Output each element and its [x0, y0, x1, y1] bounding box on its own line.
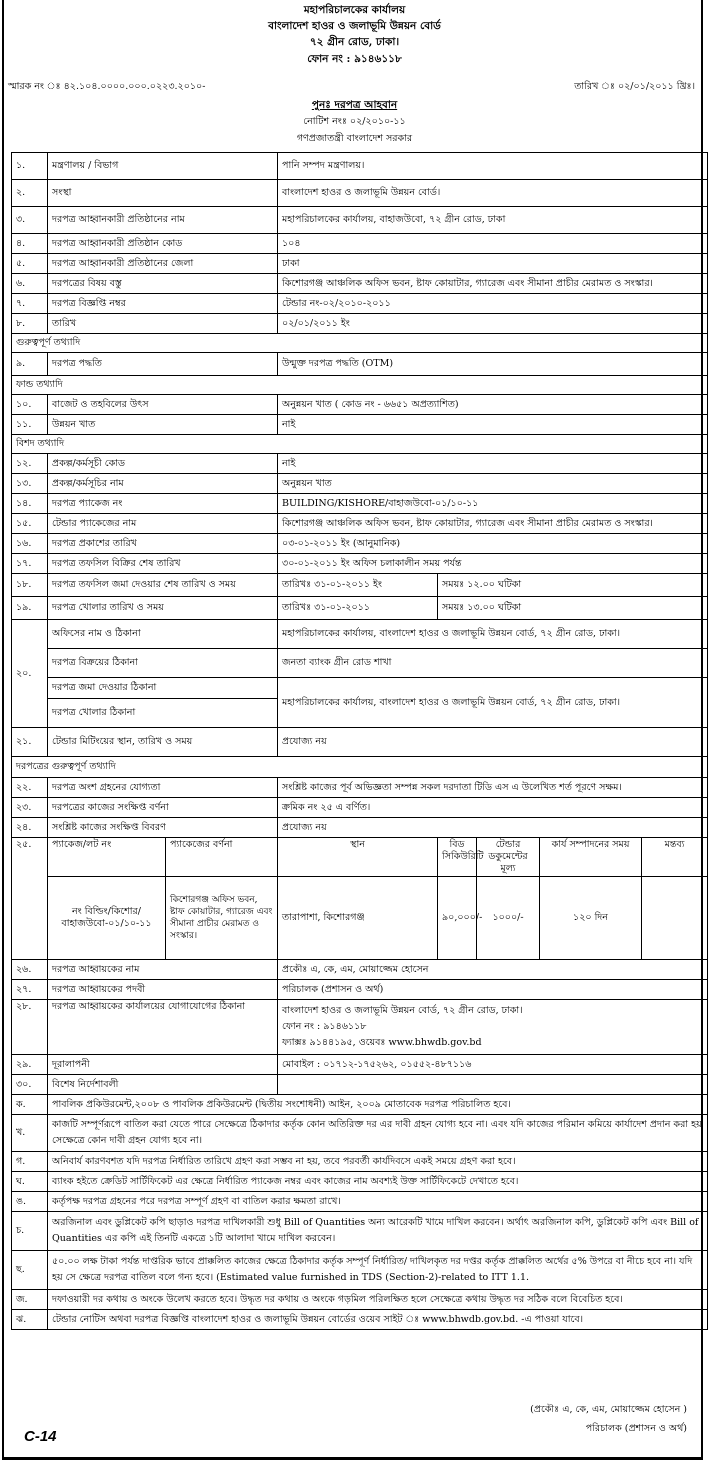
- row-value: প্রযোজ্য নয়: [278, 818, 708, 838]
- row-label: দরপত্র আহ্বানকারী প্রতিষ্ঠানের নাম: [48, 207, 278, 234]
- row-label: দরপত্র আহ্বানকারী প্রতিষ্ঠান কোড: [48, 234, 278, 254]
- row-time: সময়ঃ ১২.০০ ঘটিকা: [438, 574, 708, 597]
- location-header: স্থান: [278, 838, 438, 877]
- row-label: দরপত্রের কাজের সংক্ষিপ্ত বর্ণনা: [48, 798, 278, 818]
- instruction-text: কর্তৃপক্ষ দরপত্র গ্রহনের পরে দরপত্র সম্পূর্ণ গ্রহণ বা বাতিল করার ক্ষমতা রাখে।: [48, 1192, 708, 1212]
- row-label: উন্নয়ন খাত: [48, 415, 278, 435]
- instruction-text: ৫০.০০ লক্ষ টাকা পর্যন্ত দাপ্তরিক ভাবে প্রাক্কলিত কাজের ক্ষেত্রে ঠিকাদার কর্তৃক সম্পূর্ণ নির্ধারিত/ দাখিলকৃত দর দপ্তর কর্তৃক প্রাক্কলিত অর্থের ৫% উপরে বা নীচে হবে না। যদি হয় সে ক্ষেত্রে দরপত্র বাতিল বলে গন্য হবে। (Estimated value furnished in TDS (Section-2)-related to ITT 1.1.: [48, 1251, 708, 1290]
- row-value: টেন্ডার নং-০২/২০১০-২০১১: [278, 294, 708, 314]
- instruction-text: পাবলিক প্রকিউরমেন্ট,২০০৮ ও পাবলিক প্রকিউরমেন্ট (দ্বিতীয় সংশোধনী) আইন, ২০০৯ মোতাবেক দরপত্র পরিচালিত হবে।: [48, 1095, 708, 1115]
- row-value: মোবাইল : ০১৭১২-১৭৫২৬২, ০১৫৫২-৪৮৭১১৬: [278, 1055, 708, 1075]
- row-label: দরপত্র আহ্বায়কের পদবী: [48, 980, 278, 1000]
- doc-price: ১০০০/-: [477, 877, 540, 960]
- row-label: টেন্ডার প্যাকেজের নাম: [48, 514, 278, 534]
- row-number: ৫.: [12, 254, 48, 274]
- row-label: বিশেষ নির্দেশাবলী: [48, 1075, 278, 1095]
- row-number: ৩.: [12, 207, 48, 234]
- row-label: দরপত্র অংশ গ্রহনের যোগ্যতা: [48, 778, 278, 798]
- section-heading: দরপত্রের গুরুত্বপূর্ণ তথ্যাদি: [12, 757, 708, 778]
- instruction-number: জ.: [12, 1290, 48, 1310]
- row-number: ১১.: [12, 415, 48, 435]
- row-value: কিশোরগঞ্জ আঞ্চলিক অফিস ভবন, ষ্টাফ কোয়াটার, গ্যারেজ এবং সীমানা প্রাচীর মেরামত ও সংস্কার।: [278, 514, 708, 534]
- instruction-row: [12, 1251, 708, 1290]
- row-number: ৪.: [12, 234, 48, 254]
- row-number: ২২.: [12, 778, 48, 798]
- row-number: ১.: [12, 153, 48, 180]
- instruction-text: টেন্ডার নোটিস অথবা দরপত্র বিজ্ঞপ্তি বাংলাদেশ হাওর ও জলাভূমি উন্নয়ন বোর্ডের ওয়েব সাইট ঃ www.bhwdb.gov.bd. -এ পাওয়া যাবে।: [48, 1310, 708, 1330]
- row-label: টেন্ডার মিটিংয়ের স্থান, তারিখ ও সময়: [48, 728, 278, 757]
- instruction-number: গ.: [12, 1152, 48, 1172]
- row-number: ২০.: [12, 620, 48, 728]
- instruction-number: খ.: [12, 1115, 48, 1152]
- row-number: ৯.: [12, 353, 48, 376]
- package-description: কিশোরগঞ্জ অফিস ভবন, ষ্টাফ কোয়াটার, গ্যারেজ এবং সীমানা প্রাচীর মেরামত ও সংস্কার।: [166, 877, 278, 960]
- section-row: [12, 435, 708, 454]
- contact-line2: ফোন নং : ৯১৪৬১১৮: [282, 1021, 367, 1032]
- row-label: তারিখ: [48, 314, 278, 334]
- instruction-row: [12, 1212, 708, 1251]
- instruction-text: অরজিনাল এবং ডুপ্লিকেট কপি ছাড়াও দরপত্র দাখিলকারী শুধু Bill of Quantities অন্য আরেকটি খামে দাখিল করবেন। অর্থাৎ অরজিনাল কপি, ডুপ্লিকেট কপি এবং Bill of Quantities এর কপি এই তিনটি একত্রে ১টি আলাদা খামে দাখিল করবেন।: [48, 1212, 708, 1251]
- office-address-value: মহাপরিচালকের কার্যালয়, বাংলাদেশ হাওর ও জলাভূমি উন্নয়ন বোর্ড, ৭২ গ্রীন রোড, ঢাকা।: [278, 620, 708, 649]
- doc-price-header: টেন্ডার ডকুমেন্টের মূল্য: [477, 838, 540, 877]
- table-row: [12, 980, 708, 1000]
- table-row: [12, 454, 708, 474]
- row-label: দরপত্র আহ্বায়কের কার্যালয়ের যোগাযোগের ঠিকানা: [48, 1000, 278, 1055]
- row-time: সময়ঃ ১৩.০০ ঘটিকা: [438, 597, 708, 620]
- row-number: ২৮.: [12, 1000, 48, 1055]
- instruction-number: ঘ.: [12, 1172, 48, 1192]
- section-heading: ফান্ড তথ্যাদি: [12, 376, 708, 395]
- completion-time: ১২০ দিন: [540, 877, 642, 960]
- package-location: তারাপাশা, কিশোরগঞ্জ: [278, 877, 438, 960]
- row-value: BUILDING/KISHORE/বাহাজউবো-০১/১০-১১: [278, 494, 708, 514]
- submit-address-label: দরপত্র জমা দেওয়ার ঠিকানা: [48, 678, 278, 699]
- table-row: [12, 474, 708, 494]
- row-label: প্রকল্প/কর্মসূচির নাম: [48, 474, 278, 494]
- board-name: বাংলাদেশ হাওর ও জলাভূমি উন্নয়ন বোর্ড: [268, 20, 441, 32]
- table-row: [12, 554, 708, 574]
- row-label: দরপত্র খোলার তারিখ ও সময়: [48, 597, 278, 620]
- row-label: দরপত্র তফসিল বিক্রির শেষ তারিখ: [48, 554, 278, 574]
- table-row: [12, 353, 708, 376]
- row-value: মহাপরিচালকের কার্যালয়, বাহাজউবো, ৭২ গ্রীন রোড, ঢাকা: [278, 207, 708, 234]
- table-row: [12, 960, 708, 980]
- row-value: কিশোরগঞ্জ আঞ্চলিক অফিস ভবন, ষ্টাফ কোয়াটার, গ্যারেজ এবং সীমানা প্রাচীর মেরামত ও সংস্কার।: [278, 274, 708, 294]
- tender-table: [11, 152, 708, 1330]
- package-header-row: [12, 838, 708, 877]
- row-number: ২৩.: [12, 798, 48, 818]
- table-row: [12, 574, 708, 597]
- memo-number: স্মারক নং ঃ ৪২.১০৪.০০০০.০০০.০২২৩.২০১০-: [8, 81, 206, 92]
- table-row: [12, 234, 708, 254]
- table-row: [12, 294, 708, 314]
- row-value: ক্রমিক নং ২৫ এ বর্ণিত।: [278, 798, 708, 818]
- bid-security: ৯০,০০০/-: [438, 877, 477, 960]
- table-row: [12, 314, 708, 334]
- row-value: ঢাকা: [278, 254, 708, 274]
- instruction-row: [12, 1192, 708, 1212]
- row-label: দরপত্রের বিষয় বস্তু: [48, 274, 278, 294]
- instruction-row: [12, 1172, 708, 1192]
- row-number: ২৭.: [12, 980, 48, 1000]
- section-heading: গুরুত্বপূর্ণ তথ্যাদি: [12, 334, 708, 353]
- row-label: দরপত্র আহ্বানকারী প্রতিষ্ঠানের জেলা: [48, 254, 278, 274]
- row-value: ০৩-০১-২০১১ ইং (আনুমানিক): [278, 534, 708, 554]
- row-number: ১২.: [12, 454, 48, 474]
- row-label: বাজেট ও তহবিলের উৎস: [48, 395, 278, 415]
- row-number: ২৯.: [12, 1055, 48, 1075]
- instruction-number: চ.: [12, 1212, 48, 1251]
- row-number: ৮.: [12, 314, 48, 334]
- section-row: [12, 376, 708, 395]
- row-number: ১৪.: [12, 494, 48, 514]
- row-label: দরপত্র তফসিল জমা দেওয়ার শেষ তারিখ ও সময়: [48, 574, 278, 597]
- notice-number: নোটিশ নংঃ ০২/২০১০-১১: [303, 116, 406, 127]
- package-lot-number: নং বিল্ডিং/কিশোর/ বাহাজউবো-০১/১০-১১: [48, 877, 166, 960]
- table-row: [12, 395, 708, 415]
- row-value: সংশ্লিষ্ট কাজের পূর্ব অভিজ্ঞতা সম্পন্ন সকল দরদাতা টিডি এস এ উলেখিত শর্ত পূরণে সক্ষম।: [278, 778, 708, 798]
- row-value: ০২/০১/২০১১ ইং: [278, 314, 708, 334]
- row-label: দরপত্র প্রকাশের তারিখ: [48, 534, 278, 554]
- instruction-text: দফাওয়ারী দর কথায় ও অংকে উলেখ করতে হবে। উদ্ধৃত দর কথায় ও অংকে গড়মিল পরিলক্ষিত হলে সেক্ষেত্রে কথায় উদ্ধৃত দর সঠিক বলে বিবেচিত হবে।: [48, 1290, 708, 1310]
- memo-date: তারিখ ঃ ০২/০১/২০১১ খ্রিঃ।: [574, 81, 695, 92]
- completion-time-header: কার্য সম্পাদনের সময়: [540, 838, 642, 877]
- row-label: প্রকল্প/কর্মসূচী কোড: [48, 454, 278, 474]
- table-row: [12, 254, 708, 274]
- signatory-name: (প্রকৌঃ এ, কে, এম, মোয়াজ্জেম হোসেন ): [530, 1404, 687, 1415]
- row-value: বাংলাদেশ হাওর ও জলাভূমি উন্নয়ন বোর্ড।: [278, 180, 708, 207]
- row-number: ১৯.: [12, 597, 48, 620]
- contact-line3: ফ্যাক্সঃ ৯১৪৪১৯৫, ওয়েবঃ www.bhwdb.gov.bd: [282, 1037, 482, 1048]
- row-date: তারিখঃ ৩১-০১-২০১১: [278, 597, 438, 620]
- table-row: [12, 678, 708, 699]
- row-number: ২৪.: [12, 818, 48, 838]
- table-row: [12, 1055, 708, 1075]
- table-row: [12, 818, 708, 838]
- table-row: [12, 1000, 708, 1055]
- instruction-number: ক.: [12, 1095, 48, 1115]
- row-number: ১৩.: [12, 474, 48, 494]
- row-value: অনুন্নয়ন খাত ( কোড নং - ৬৬৫১ অপ্রত্যাশিত): [278, 395, 708, 415]
- row-number: ২১.: [12, 728, 48, 757]
- row-label: দরপত্র বিজ্ঞপ্তি নম্বর: [48, 294, 278, 314]
- package-desc-header: প্যাকেজের বর্ণনা: [166, 838, 278, 877]
- table-row: [12, 597, 708, 620]
- row-label: অফিসের নাম ও ঠিকানা: [48, 620, 278, 649]
- row-number: ৭.: [12, 294, 48, 314]
- row-label: দরপত্র আহ্বায়কের নাম: [48, 960, 278, 980]
- row-value: নাই: [278, 415, 708, 435]
- row-number: ১০.: [12, 395, 48, 415]
- instruction-text: ব্যাংক হইতে ক্রেডিট সার্টিফিকেট এর ক্ষেত্রে নির্ধারিত প্যাকেজ নম্বর এবং কাজের নাম অবশ্যই উক্ত সার্টিফিকেটে দেখাতে হবে।: [48, 1172, 708, 1192]
- table-row: [12, 798, 708, 818]
- row-label: সংশ্লিষ্ট কাজের সংক্ষিপ্ত বিবরণ: [48, 818, 278, 838]
- instruction-number: ঙ.: [12, 1192, 48, 1212]
- row-value: অনুন্নয়ন খাত: [278, 474, 708, 494]
- row-date: তারিখঃ ৩১-০১-২০১১ ইং: [278, 574, 438, 597]
- row-number: ১৬.: [12, 534, 48, 554]
- row-value: প্রযোজ্য নয়: [278, 728, 708, 757]
- office-name: মহাপরিচালকের কার্যালয়: [303, 4, 406, 16]
- row-number: ১৭.: [12, 554, 48, 574]
- row-value: প্রকৌঃ এ, কে, এম, মোয়াজ্জেম হোসেন: [278, 960, 708, 980]
- instruction-number: ঝ.: [12, 1310, 48, 1330]
- open-address-label: দরপত্র খোলার ঠিকানা: [48, 699, 278, 728]
- row-label: দরপত্র প্যাকেজ নং: [48, 494, 278, 514]
- section-heading: বিশদ তথ্যাদি: [12, 435, 708, 454]
- package-lot-header: প্যাকেজ/লট নং: [48, 838, 166, 877]
- table-row: [12, 620, 708, 649]
- section-row: [12, 334, 708, 353]
- row-value: পরিচালক (প্রশাসন ও অর্থ): [278, 980, 708, 1000]
- sale-address-value: জনতা ব্যাংক গ্রীন রোড শাখা: [278, 649, 708, 678]
- row-number: ১৮.: [12, 574, 48, 597]
- row-number: ৩০.: [12, 1075, 48, 1095]
- instruction-row: [12, 1290, 708, 1310]
- government-line: গণপ্রজাতন্ত্রী বাংলাদেশ সরকার: [296, 133, 413, 144]
- instruction-row: [12, 1310, 708, 1330]
- contact-line1: বাংলাদেশ হাওর ও জলাভূমি উন্নয়ন বোর্ড, ৭২ গ্রীন রোড, ঢাকা।: [282, 1005, 523, 1016]
- instruction-text: অনিবার্য কারণবশত যদি দরপত্র নির্ধারিত তারিখে গ্রহণ করা সম্ভব না হয়, তবে পরবর্তী কার্যদিবসে একই সময়ে গ্রহণ করা হবে।: [48, 1152, 708, 1172]
- page-label: C-14: [24, 1428, 57, 1445]
- row-number: ২.: [12, 180, 48, 207]
- row-value: নাই: [278, 454, 708, 474]
- row-label: দরপত্র পদ্ধতি: [48, 353, 278, 376]
- bid-security-header: বিড সিকিউরিটি: [438, 838, 477, 877]
- table-row: [12, 207, 708, 234]
- signatory-title: পরিচালক (প্রশাসন ও অর্থ): [585, 1423, 687, 1434]
- office-phone: ফোন নং : ৯১৪৬১১৮: [307, 53, 402, 65]
- row-value: ১০৪: [278, 234, 708, 254]
- table-row: [12, 778, 708, 798]
- row-number: ১৫.: [12, 514, 48, 534]
- table-row: [12, 649, 708, 678]
- row-number: ২৫.: [12, 838, 48, 960]
- table-row: [12, 494, 708, 514]
- instruction-row: [12, 1152, 708, 1172]
- instruction-row: [12, 1095, 708, 1115]
- sale-address-label: দরপত্র বিক্রয়ের ঠিকানা: [48, 649, 278, 678]
- row-number: ২৬.: [12, 960, 48, 980]
- office-address: ৭২ গ্রীন রোড, ঢাকা।: [309, 36, 400, 48]
- row-label: সংস্থা: [48, 180, 278, 207]
- package-row: [12, 877, 708, 960]
- row-label: মন্ত্রণালয় / বিভাগ: [48, 153, 278, 180]
- remarks-header: মন্তব্য: [642, 838, 708, 877]
- table-row: [12, 534, 708, 554]
- table-row: [12, 180, 708, 207]
- table-row: [12, 415, 708, 435]
- instruction-number: ছ.: [12, 1251, 48, 1290]
- table-row: [12, 514, 708, 534]
- section-row: [12, 757, 708, 778]
- instruction-row: [12, 1115, 708, 1152]
- row-value: ৩০-০১-২০১১ ইং অফিস চলাকালীন সময় পর্যন্ত: [278, 554, 708, 574]
- contact-address-value: [278, 1000, 708, 1055]
- remarks: [642, 877, 708, 960]
- row-value: উন্মুক্ত দরপত্র পদ্ধতি (OTM): [278, 353, 708, 376]
- instruction-text: কাজটি সম্পূর্ণরূপে বাতিল করা যেতে পারে সেক্ষেত্রে ঠিকাদার কর্তৃক কোন অতিরিক্ত দর এর দাবী গ্রহন যোগ্য হবে না। এবং যদি কাজের পরিমান কমিয়ে কার্যাদেশ প্রদান করা হয় সেক্ষেত্রে কোন দাবী গ্রহন যোগ্য হবে না।: [48, 1115, 708, 1152]
- table-row: [12, 274, 708, 294]
- row-value: পানি সম্পদ মন্ত্রণালয়।: [278, 153, 708, 180]
- table-row: [12, 153, 708, 180]
- row-label: দূরালাপনী: [48, 1055, 278, 1075]
- row-number: ৬.: [12, 274, 48, 294]
- notice-title: পুনঃ দরপত্র আহবান: [311, 99, 398, 111]
- row-value: [278, 1075, 708, 1095]
- table-row: [12, 1075, 708, 1095]
- table-row: [12, 728, 708, 757]
- submit-open-address-value: মহাপরিচালকের কার্যালয়, বাংলাদেশ হাওর ও জলাভূমি উন্নয়ন বোর্ড, ৭২ গ্রীন রোড, ঢাকা।: [278, 678, 708, 728]
